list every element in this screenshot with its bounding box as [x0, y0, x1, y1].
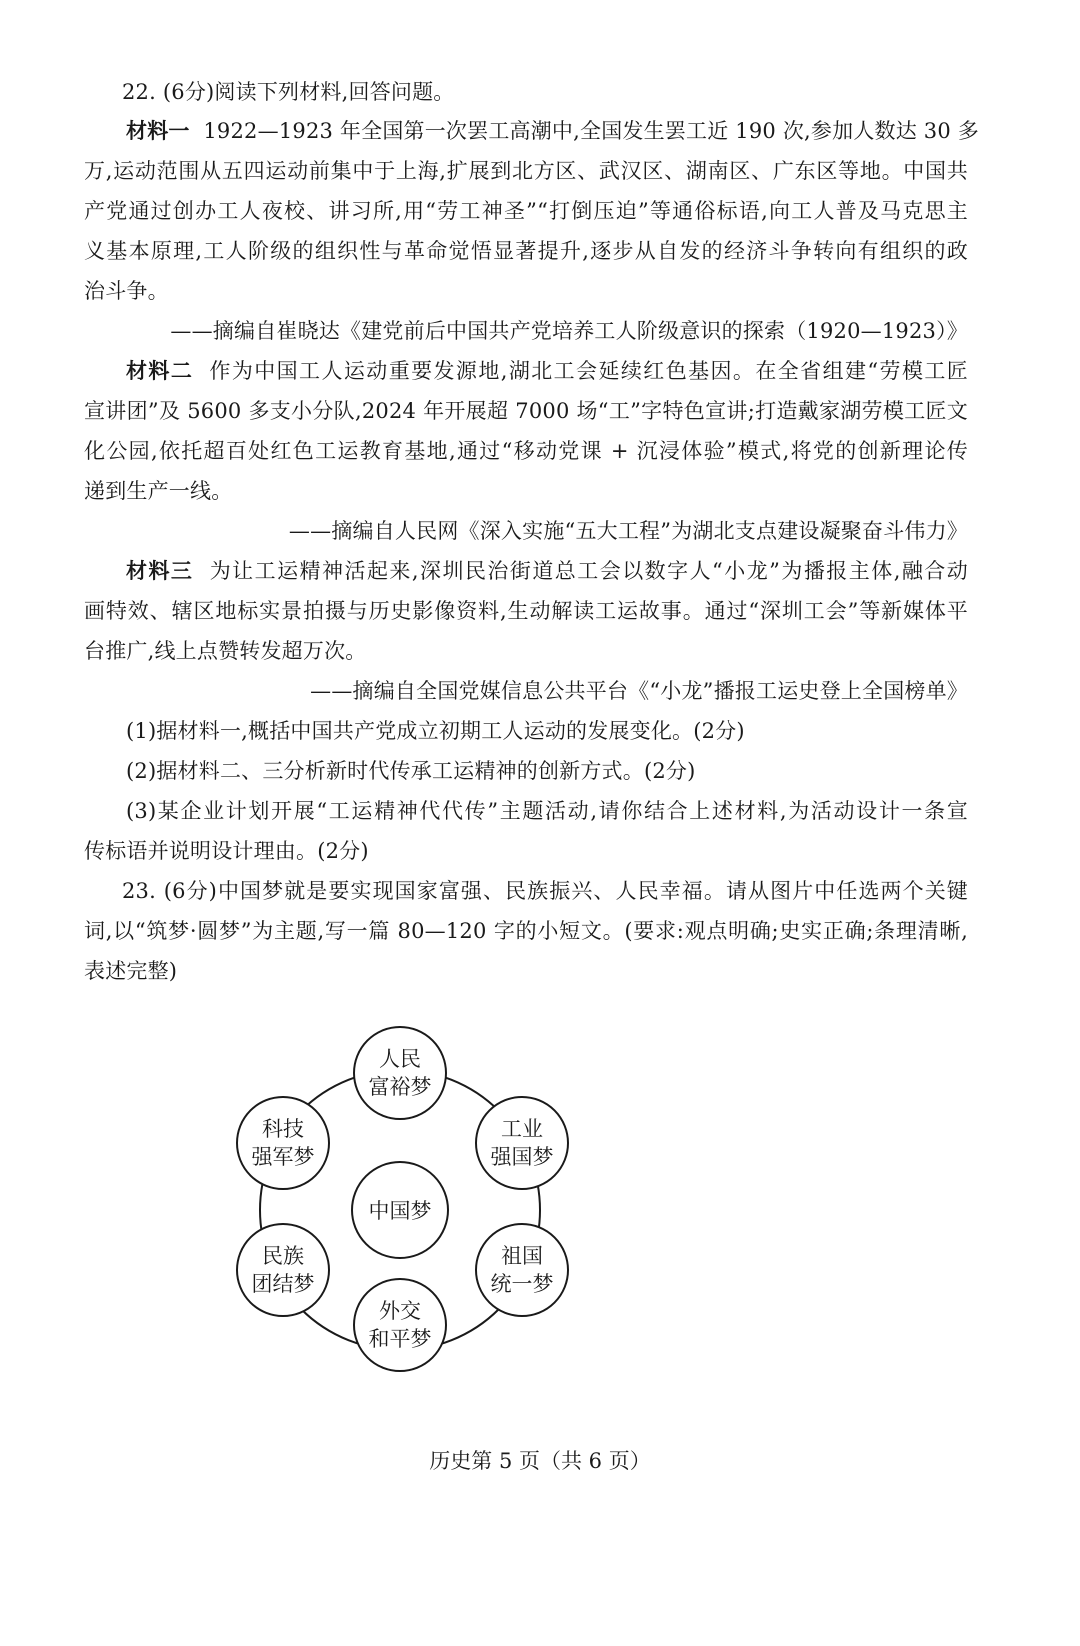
outer-node-label: 富裕梦	[368, 1075, 432, 1099]
material-2-line: 材料二 作为中国工人运动重要发源地,湖北工会延续红色基因。在全省组建“劳模工匠	[126, 358, 968, 383]
material-2-label: 材料二	[126, 358, 194, 383]
material-3-line: 画特效、辖区地标实景拍摄与历史影像资料,生动解读工运故事。通过“深圳工会”等新媒体平	[84, 599, 968, 623]
outer-node	[476, 1224, 568, 1316]
center-node	[352, 1162, 448, 1258]
material-1-line: 产党通过创办工人夜校、讲习所,用“劳工神圣”“打倒压迫”等通俗标语,向工人普及马克思主	[84, 199, 968, 223]
outer-node	[354, 1027, 446, 1119]
outer-node-label: 团结梦	[251, 1272, 315, 1296]
outer-node-label: 外交	[379, 1299, 421, 1323]
material-2-line: 化公园,依托超百处红色工运教育基地,通过“移动党课 + 沉浸体验”模式,将党的创新理论传	[84, 439, 968, 463]
chinese-dream-diagram	[225, 1025, 575, 1375]
material-1-source: ——摘编自崔晓达《建党前后中国共产党培养工人阶级意识的探索（1920—1923）》	[170, 319, 968, 343]
outer-node-label: 工业	[501, 1117, 543, 1141]
material-2-source: ——摘编自人民网《深入实施“五大工程”为湖北支点建设凝聚奋斗伟力》	[288, 519, 968, 543]
outer-node-label: 和平梦	[368, 1327, 432, 1351]
material-1-line: 万,运动范围从五四运动前集中于上海,扩展到北方区、武汉区、湖南区、广东区等地。中国共	[84, 159, 968, 183]
material-2-line: 宣讲团”及 5600 多支小分队,2024 年开展超 7000 场“工”字特色宣讲;打造戴家湖劳模工匠文	[84, 399, 968, 423]
material-1-label: 材料一	[126, 118, 190, 143]
center-label: 中国梦	[368, 1199, 432, 1223]
q22-sub-question-1: (1)据材料一,概括中国共产党成立初期工人运动的发展变化。(2分)	[126, 719, 745, 743]
material-3-label: 材料三	[126, 558, 194, 583]
q23-stem-cont: 表述完整)	[84, 959, 178, 983]
outer-node-label: 科技	[262, 1117, 304, 1141]
page-footer: 历史第 5 页（共 6 页）	[429, 1449, 651, 1473]
q22-stem: 22. (6分)阅读下列材料,回答问题。	[122, 80, 455, 104]
material-1-line: 治斗争。	[84, 279, 169, 303]
q22-sub-question-3: (3)某企业计划开展“工运精神代代传”主题活动,请你结合上述材料,为活动设计一条宣	[126, 799, 968, 823]
outer-node-label: 祖国	[501, 1244, 543, 1268]
q22-sub-question-2: (2)据材料二、三分析新时代传承工运精神的创新方式。(2分)	[126, 759, 696, 783]
q23-stem: 23. (6分)中国梦就是要实现国家富强、民族振兴、人民幸福。请从图片中任选两个关键	[122, 879, 968, 903]
material-3-line: 材料三 为让工运精神活起来,深圳民治街道总工会以数字人“小龙”为播报主体,融合动	[126, 558, 968, 583]
outer-node	[237, 1097, 329, 1189]
q23-stem-cont: 词,以“筑梦·圆梦”为主题,写一篇 80—120 字的小短文。(要求:观点明确;史实正确;条理清晰,	[84, 919, 968, 943]
material-3-source: ——摘编自全国党媒信息公共平台《“小龙”播报工运史登上全国榜单》	[310, 679, 968, 703]
outer-node	[354, 1279, 446, 1371]
outer-node-label: 人民	[379, 1047, 421, 1071]
material-3-line: 台推广,线上点赞转发超万次。	[84, 639, 367, 663]
outer-node-label: 强国梦	[490, 1145, 554, 1169]
outer-node	[476, 1097, 568, 1189]
outer-node	[237, 1224, 329, 1316]
outer-node-label: 强军梦	[251, 1145, 315, 1169]
outer-node-label: 民族	[262, 1244, 304, 1268]
outer-node-label: 统一梦	[490, 1272, 554, 1296]
material-1-line: 材料一 1922—1923 年全国第一次罢工高潮中,全国发生罢工近 190 次,参加人数达 30 多	[126, 118, 979, 143]
q22-sub-question-3-cont: 传标语并说明设计理由。(2分)	[84, 839, 369, 863]
material-1-line: 义基本原理,工人阶级的组织性与革命觉悟显著提升,逐步从自发的经济斗争转向有组织的政	[84, 239, 968, 263]
material-2-line: 递到生产一线。	[84, 479, 233, 503]
